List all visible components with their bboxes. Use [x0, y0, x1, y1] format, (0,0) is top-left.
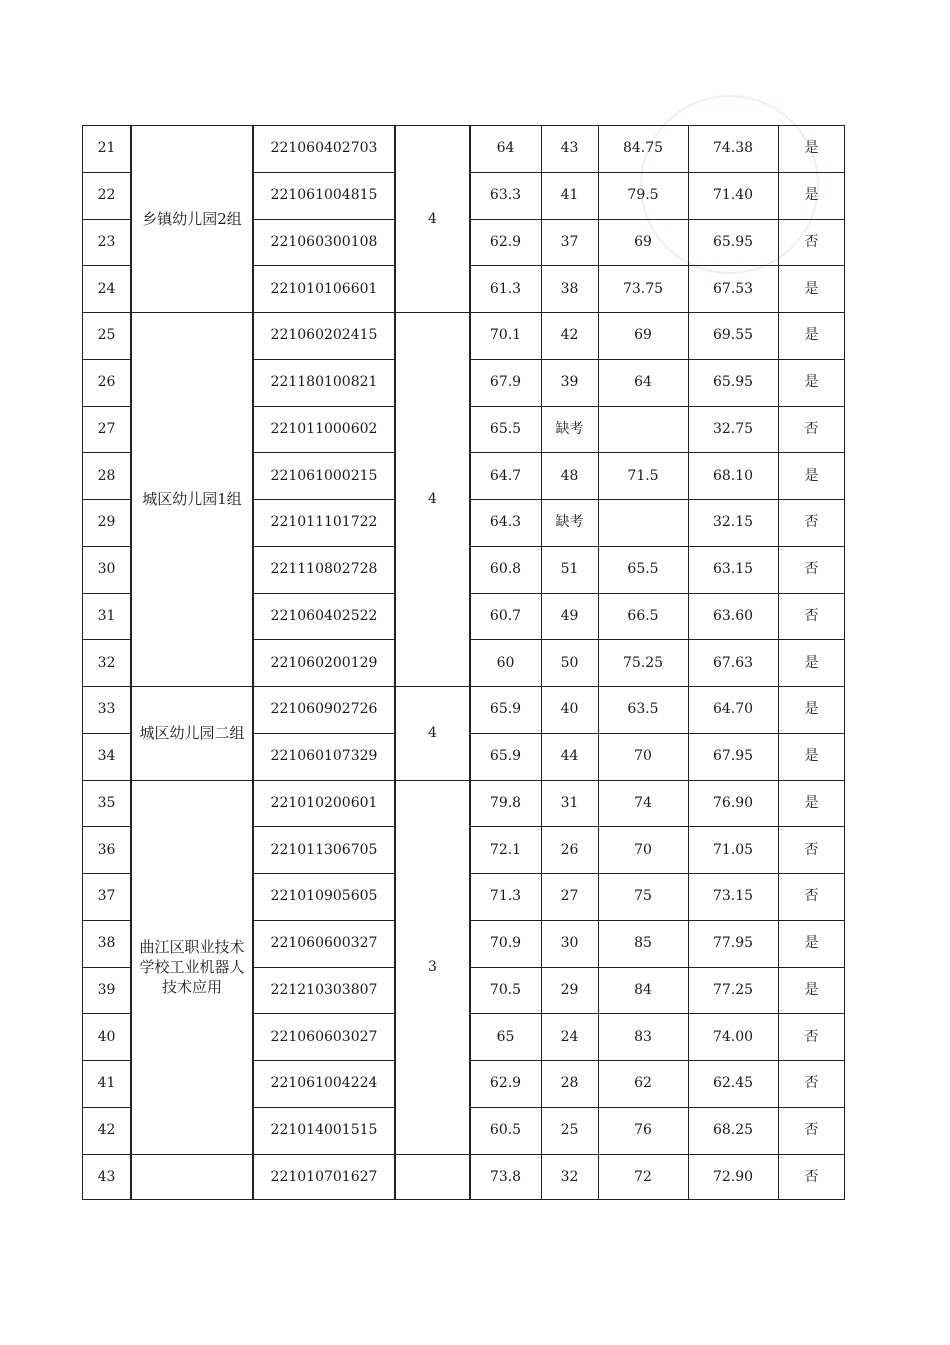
total-score-cell: 63.15 [712, 561, 754, 578]
written-score-cell: 65.5 [489, 420, 522, 437]
ticket-number-cell: 221011101722 [270, 514, 378, 531]
pass-status-cell: 否 [804, 233, 819, 250]
total-score-cell: 67.63 [712, 654, 754, 671]
group-name-cell: 曲江区职业技术 学校工业机器人 技术应用 [139, 937, 245, 996]
seq-cell: 40 [97, 1028, 116, 1045]
second-score-cell: 30 [560, 935, 579, 952]
written-score-cell: 79.8 [489, 794, 522, 811]
written-score-cell: 64.7 [489, 467, 522, 484]
total-score-cell: 32.15 [712, 514, 754, 531]
second-score-cell: 28 [560, 1075, 579, 1092]
pass-status-cell: 否 [804, 607, 819, 624]
seq-cell: 37 [97, 888, 116, 905]
total-score-cell: 74.38 [712, 140, 754, 157]
ticket-number-cell: 221060300108 [270, 233, 378, 250]
interview-score-cell: 75 [634, 888, 652, 905]
interview-score-cell: 66.5 [627, 607, 659, 624]
seq-cell: 36 [97, 841, 116, 858]
seq-cell: 26 [97, 374, 116, 391]
ticket-number-cell: 221061004815 [270, 187, 378, 204]
interview-score-cell: 71.5 [627, 467, 659, 484]
pass-status-cell: 是 [804, 654, 819, 671]
interview-score-cell [598, 406, 688, 453]
ticket-number-cell: 221060402522 [270, 607, 378, 624]
written-score-cell: 70.1 [489, 327, 522, 344]
written-score-cell: 60.7 [489, 607, 522, 624]
second-score-cell: 49 [560, 607, 579, 624]
pass-status-cell: 否 [804, 514, 819, 531]
written-score-cell: 70.5 [489, 981, 522, 998]
group-name-cell [131, 1154, 253, 1201]
total-score-cell: 68.10 [712, 467, 754, 484]
interview-score-cell: 65.5 [627, 561, 659, 578]
interview-score-cell: 83 [634, 1028, 652, 1045]
quota-cell: 4 [428, 491, 437, 507]
interview-score-cell: 70 [634, 841, 652, 858]
second-score-cell: 44 [560, 748, 579, 765]
ticket-number-cell: 221014001515 [270, 1122, 378, 1139]
ticket-number-cell: 221060402703 [270, 140, 378, 157]
second-score-cell: 50 [560, 654, 579, 671]
total-score-cell: 77.25 [712, 981, 754, 998]
ticket-number-cell: 221060600327 [270, 935, 378, 952]
total-score-cell: 65.95 [712, 233, 754, 250]
quota-cell: 4 [428, 210, 437, 227]
ticket-number-cell: 221010905605 [270, 888, 378, 905]
seq-cell: 29 [97, 514, 116, 531]
second-score-cell: 26 [560, 841, 579, 858]
written-score-cell: 60.5 [489, 1122, 522, 1139]
ticket-number-cell: 221210303807 [270, 981, 378, 998]
group-name-cell: 城区幼儿园1组 [142, 490, 242, 508]
pass-status-cell: 否 [804, 1168, 819, 1185]
interview-score-cell: 70 [634, 748, 652, 765]
ticket-number-cell: 221060202415 [270, 327, 378, 344]
second-score-cell: 31 [560, 794, 579, 811]
written-score-cell: 65 [496, 1028, 515, 1045]
interview-score-cell: 64 [634, 374, 652, 391]
pass-status-cell: 是 [804, 794, 819, 811]
interview-score-cell: 84.75 [622, 140, 664, 157]
written-score-cell: 60 [496, 654, 515, 671]
ticket-number-cell: 221010106601 [270, 280, 378, 297]
pass-status-cell: 是 [804, 374, 819, 391]
second-score-cell: 29 [560, 981, 579, 998]
second-score-cell: 48 [560, 467, 579, 484]
ticket-number-cell: 221011000602 [270, 420, 378, 437]
written-score-cell: 60.8 [489, 561, 522, 578]
total-score-cell: 64.70 [712, 701, 754, 718]
pass-status-cell: 是 [804, 467, 819, 484]
quota-cell: 3 [428, 958, 437, 975]
seq-cell: 28 [97, 467, 116, 484]
ticket-number-cell: 221110802728 [270, 561, 378, 578]
group-name-cell: 城区幼儿园二组 [139, 723, 245, 742]
pass-status-cell: 是 [804, 140, 819, 157]
second-score-cell: 42 [560, 327, 579, 344]
pass-status-cell: 否 [804, 420, 819, 437]
interview-score-cell: 69 [634, 327, 652, 344]
seq-cell: 24 [97, 280, 116, 297]
total-score-cell: 71.40 [712, 187, 754, 204]
second-score-cell: 40 [560, 701, 579, 718]
seq-cell: 30 [97, 561, 116, 578]
total-score-cell: 71.05 [712, 841, 754, 858]
second-score-cell: 24 [560, 1028, 579, 1045]
total-score-cell: 74.00 [712, 1028, 754, 1045]
pass-status-cell: 否 [804, 561, 819, 578]
second-score-cell: 缺考 [555, 514, 584, 531]
seq-cell: 39 [97, 981, 116, 998]
interview-score-cell: 62 [634, 1075, 652, 1092]
ticket-number-cell: 221060603027 [270, 1028, 378, 1045]
total-score-cell: 77.95 [712, 935, 754, 952]
seq-cell: 34 [97, 748, 116, 765]
interview-score-cell: 73.75 [622, 280, 664, 297]
interview-score-cell: 79.5 [627, 187, 659, 204]
second-score-cell: 37 [560, 233, 579, 250]
interview-score-cell: 63.5 [627, 701, 659, 718]
second-score-cell: 32 [560, 1168, 579, 1185]
written-score-cell: 62.9 [489, 233, 522, 250]
written-score-cell: 64.3 [489, 514, 522, 531]
pass-status-cell: 否 [804, 1028, 819, 1045]
ticket-number-cell: 221011306705 [270, 841, 378, 858]
seq-cell: 32 [97, 654, 116, 671]
second-score-cell: 缺考 [555, 420, 584, 437]
total-score-cell: 68.25 [712, 1122, 754, 1139]
ticket-number-cell: 221180100821 [270, 374, 378, 391]
written-score-cell: 71.3 [489, 888, 522, 905]
ticket-number-cell: 221060107329 [270, 748, 378, 765]
ticket-number-cell: 221060200129 [270, 654, 378, 671]
written-score-cell: 64 [496, 140, 515, 157]
total-score-cell: 76.90 [712, 794, 754, 811]
seq-cell: 33 [97, 701, 116, 718]
quota-cell: 4 [428, 724, 437, 741]
interview-score-cell: 75.25 [622, 654, 664, 671]
written-score-cell: 61.3 [489, 280, 522, 297]
quota-cell [395, 1154, 470, 1201]
written-score-cell: 65.9 [489, 748, 522, 765]
written-score-cell: 62.9 [489, 1075, 522, 1092]
written-score-cell: 67.9 [489, 374, 522, 391]
total-score-cell: 67.95 [712, 748, 754, 765]
second-score-cell: 43 [560, 140, 579, 157]
total-score-cell: 32.75 [712, 420, 754, 437]
second-score-cell: 51 [560, 561, 579, 578]
pass-status-cell: 是 [804, 280, 819, 297]
second-score-cell: 39 [560, 374, 579, 391]
pass-status-cell: 是 [804, 187, 819, 204]
pass-status-cell: 否 [804, 1075, 819, 1092]
interview-score-cell [598, 499, 688, 546]
total-score-cell: 67.53 [712, 280, 754, 297]
written-score-cell: 65.9 [489, 701, 522, 718]
interview-score-cell: 84 [634, 981, 652, 998]
seq-cell: 21 [97, 140, 116, 157]
total-score-cell: 73.15 [712, 888, 754, 905]
seq-cell: 35 [97, 794, 116, 811]
seq-cell: 23 [97, 233, 116, 250]
ticket-number-cell: 221060902726 [270, 701, 378, 718]
seq-cell: 27 [97, 420, 116, 437]
pass-status-cell: 是 [804, 748, 819, 765]
seq-cell: 31 [97, 607, 116, 624]
ticket-number-cell: 221010701627 [270, 1168, 378, 1185]
written-score-cell: 63.3 [489, 187, 522, 204]
second-score-cell: 41 [560, 187, 579, 204]
seq-cell: 42 [97, 1122, 116, 1139]
group-name-cell: 乡镇幼儿园2组 [142, 209, 242, 228]
pass-status-cell: 是 [804, 327, 819, 344]
pass-status-cell: 是 [804, 981, 819, 998]
interview-score-cell: 76 [634, 1122, 652, 1139]
written-score-cell: 72.1 [489, 841, 522, 858]
interview-score-cell: 69 [634, 233, 652, 250]
seq-cell: 41 [97, 1075, 116, 1092]
pass-status-cell: 否 [804, 1122, 819, 1139]
interview-score-cell: 72 [634, 1168, 652, 1185]
ticket-number-cell: 221061004224 [270, 1075, 378, 1092]
seq-cell: 43 [97, 1168, 116, 1185]
seq-cell: 25 [97, 327, 116, 344]
pass-status-cell: 否 [804, 888, 819, 905]
total-score-cell: 62.45 [712, 1075, 754, 1092]
written-score-cell: 73.8 [489, 1168, 522, 1185]
second-score-cell: 25 [560, 1122, 579, 1139]
total-score-cell: 63.60 [712, 607, 754, 624]
interview-score-cell: 74 [634, 794, 652, 811]
written-score-cell: 70.9 [489, 935, 522, 952]
interview-score-cell: 85 [634, 935, 652, 952]
seq-cell: 38 [97, 935, 116, 952]
total-score-cell: 69.55 [712, 327, 754, 344]
pass-status-cell: 是 [804, 935, 819, 952]
pass-status-cell: 是 [804, 701, 819, 718]
ticket-number-cell: 221010200601 [270, 794, 378, 811]
total-score-cell: 65.95 [712, 374, 754, 391]
ticket-number-cell: 221061000215 [270, 467, 378, 484]
seq-cell: 22 [97, 187, 116, 204]
second-score-cell: 38 [560, 280, 579, 297]
pass-status-cell: 否 [804, 841, 819, 858]
total-score-cell: 72.90 [712, 1168, 754, 1185]
second-score-cell: 27 [560, 888, 579, 905]
